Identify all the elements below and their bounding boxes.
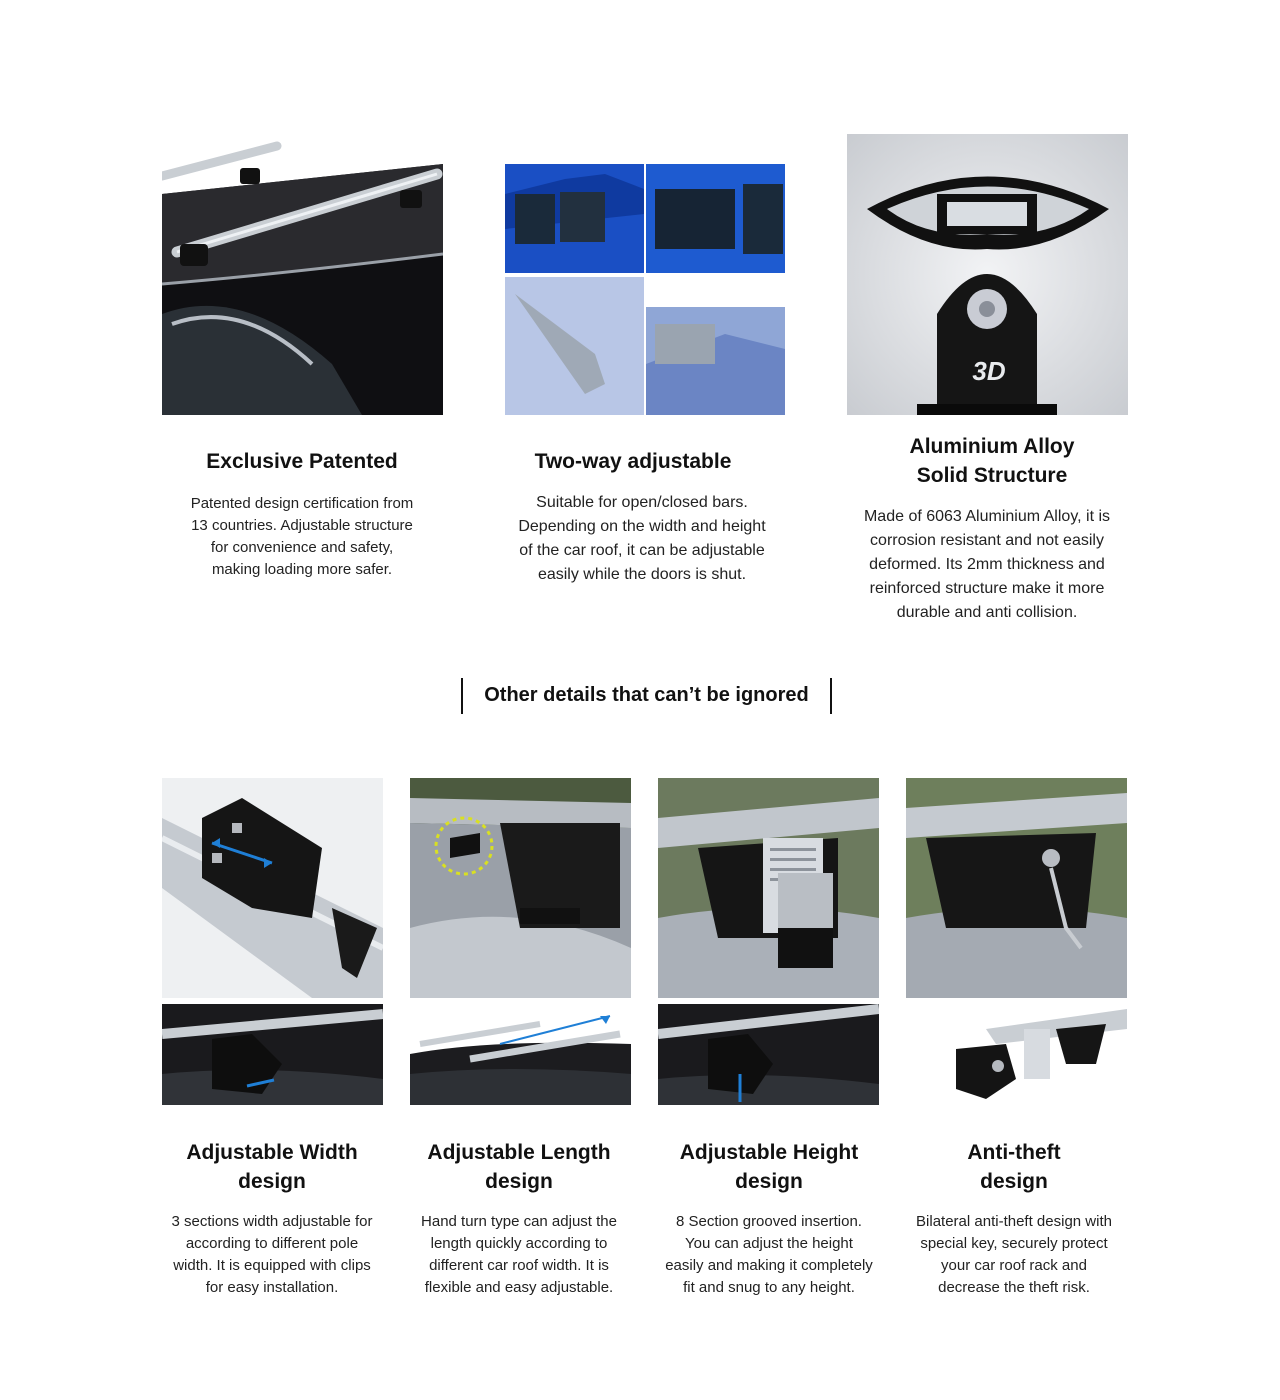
desc-line: Bilateral anti-theft design with xyxy=(916,1213,1112,1230)
feature-title-line: Solid Structure xyxy=(916,464,1068,487)
feature-title-line: Adjustable Length xyxy=(427,1141,611,1164)
length-bracket-closeup-image xyxy=(410,778,631,998)
desc-line: for convenience and safety, xyxy=(210,539,394,556)
desc-line: length quickly according to xyxy=(430,1235,608,1252)
desc-line: deformed. Its 2mm thickness and xyxy=(869,556,1105,573)
feature-title-line: Adjustable Width xyxy=(186,1141,358,1164)
desc-line: for easy installation. xyxy=(205,1279,339,1296)
desc-line: easily and making it completely xyxy=(665,1257,873,1274)
aluminium-profile-image xyxy=(847,134,1128,415)
feature-title-line: Adjustable Height xyxy=(679,1141,859,1164)
desc-line: corrosion resistant and not easily xyxy=(870,532,1104,549)
desc-line: durable and anti collision. xyxy=(896,604,1078,621)
feature-title-line: design xyxy=(980,1170,1048,1193)
feature-desc-aluminium-alloy xyxy=(832,505,1142,625)
blue-car-collage-image xyxy=(505,134,785,415)
section-heading-text: Other details that can’t be ignored xyxy=(484,684,809,706)
feature-title-anti-theft xyxy=(894,1138,1134,1196)
desc-line: reinforced structure make it more xyxy=(869,580,1105,597)
desc-line: of the car roof, it can be adjustable xyxy=(519,542,765,559)
desc-line: your car roof rack and xyxy=(941,1257,1087,1274)
desc-line: width. It is equipped with clips xyxy=(173,1257,371,1274)
desc-line: according to different pole xyxy=(185,1235,359,1252)
desc-line: Suitable for open/closed bars. xyxy=(536,494,748,511)
feature-title-line: Exclusive Patented xyxy=(206,450,398,473)
desc-line: Depending on the width and height xyxy=(518,518,766,535)
anti-theft-lock-image xyxy=(906,778,1127,998)
desc-line: easily while the doors is shut. xyxy=(537,566,747,583)
desc-line: 8 Section grooved insertion. xyxy=(676,1213,862,1230)
section-heading xyxy=(461,678,832,714)
feature-title-line: design xyxy=(735,1170,803,1193)
desc-line: different car roof width. It is xyxy=(429,1257,609,1274)
width-rack-on-car-image xyxy=(162,1004,383,1105)
feature-title-line: design xyxy=(485,1170,553,1193)
desc-line: Hand turn type can adjust the xyxy=(421,1213,617,1230)
feature-title-aluminium-alloy xyxy=(847,432,1137,490)
desc-line: Patented design certification from xyxy=(190,495,414,512)
desc-line: decrease the theft risk. xyxy=(938,1279,1090,1296)
feature-title-line: Anti-theft xyxy=(967,1141,1061,1164)
heading-right-bar xyxy=(830,678,832,714)
feature-title-exclusive-patented xyxy=(162,447,442,476)
anti-theft-exploded-view-image xyxy=(906,1004,1127,1105)
feature-desc-anti-theft xyxy=(889,1211,1139,1299)
brand-logo: 3D xyxy=(972,356,1006,386)
desc-line: Made of 6063 Aluminium Alloy, it is xyxy=(863,508,1111,525)
feature-desc-adjustable-length xyxy=(394,1211,644,1299)
feature-title-line: Two-way adjustable xyxy=(534,450,732,473)
feature-desc-two-way-adjustable xyxy=(484,491,800,587)
length-rack-on-car-image xyxy=(410,1004,631,1105)
feature-title-line: Aluminium Alloy xyxy=(909,435,1075,458)
desc-line: special key, securely protect xyxy=(920,1235,1108,1252)
desc-line: You can adjust the height xyxy=(685,1235,853,1252)
desc-line: 13 countries. Adjustable structure xyxy=(191,517,413,534)
feature-desc-adjustable-height xyxy=(644,1211,894,1299)
roof-rack-on-car-image xyxy=(162,134,443,415)
feature-title-two-way-adjustable xyxy=(490,447,776,476)
desc-line: flexible and easy adjustable. xyxy=(424,1279,614,1296)
height-grooved-insert-image xyxy=(658,778,879,998)
width-clamp-closeup-image xyxy=(162,778,383,998)
desc-line: 3 sections width adjustable for xyxy=(171,1213,373,1230)
feature-title-line: design xyxy=(238,1170,306,1193)
feature-desc-adjustable-width xyxy=(147,1211,397,1299)
feature-desc-exclusive-patented xyxy=(152,493,452,581)
desc-line: making loading more safer. xyxy=(211,561,393,578)
height-rack-on-car-image xyxy=(658,1004,879,1105)
feature-title-adjustable-height xyxy=(649,1138,889,1196)
desc-line: fit and snug to any height. xyxy=(683,1279,855,1296)
feature-title-adjustable-length xyxy=(399,1138,639,1196)
feature-title-adjustable-width xyxy=(152,1138,392,1196)
